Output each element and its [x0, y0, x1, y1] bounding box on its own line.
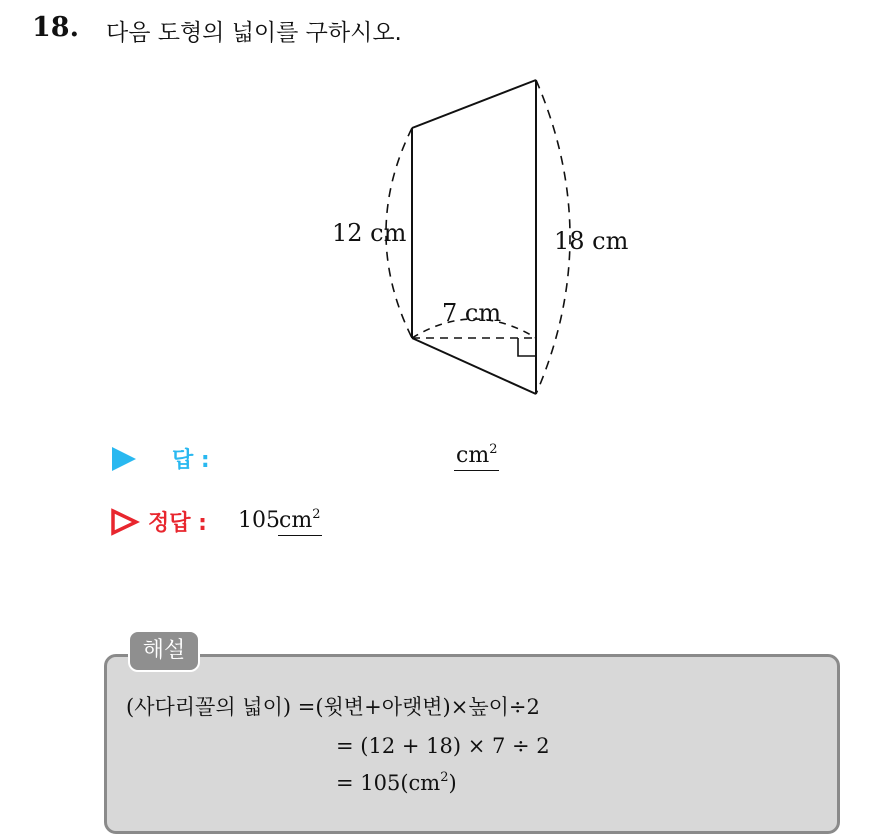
correct-unit-base: cm	[279, 508, 313, 533]
solution-line-3-prefix: = 105(	[336, 771, 409, 795]
correct-answer-value: 105	[238, 508, 280, 533]
answer-unit-base: cm	[456, 443, 490, 468]
outline-play-icon	[110, 508, 140, 536]
correct-answer-label: 정답 :	[148, 511, 207, 536]
answer-label: 답 :	[172, 448, 210, 473]
correct-answer-unit	[278, 508, 322, 536]
solution-line-2: = (12 + 18) × 7 ÷ 2	[336, 734, 550, 758]
solution-line-3-unit: cm	[408, 771, 441, 795]
left-length-label: 12 cm	[332, 219, 407, 247]
solution-tab: 해설	[128, 630, 200, 672]
height-length-label: 7 cm	[442, 299, 502, 327]
question-number: 18.	[32, 12, 79, 43]
correct-answer-row	[108, 503, 608, 543]
answer-row	[108, 441, 608, 477]
solution-line-3-exponent: 2	[440, 770, 449, 785]
answer-unit-exponent: 2	[489, 442, 498, 457]
trapezoid-top-side	[412, 80, 536, 128]
question-text: 다음 도형의 넓이를 구하시오.	[106, 20, 402, 46]
correct-unit-exponent: 2	[312, 507, 321, 522]
right-angle-mark	[518, 338, 536, 356]
solution-line-3	[336, 770, 457, 796]
answer-unit	[454, 443, 499, 471]
solution-line-3-suffix: )	[448, 771, 457, 795]
right-length-label: 18 cm	[554, 227, 629, 255]
play-icon	[112, 447, 136, 471]
solution-line-1: (사다리꼴의 넓이) =(윗변+아랫변)×높이÷2	[126, 695, 540, 719]
